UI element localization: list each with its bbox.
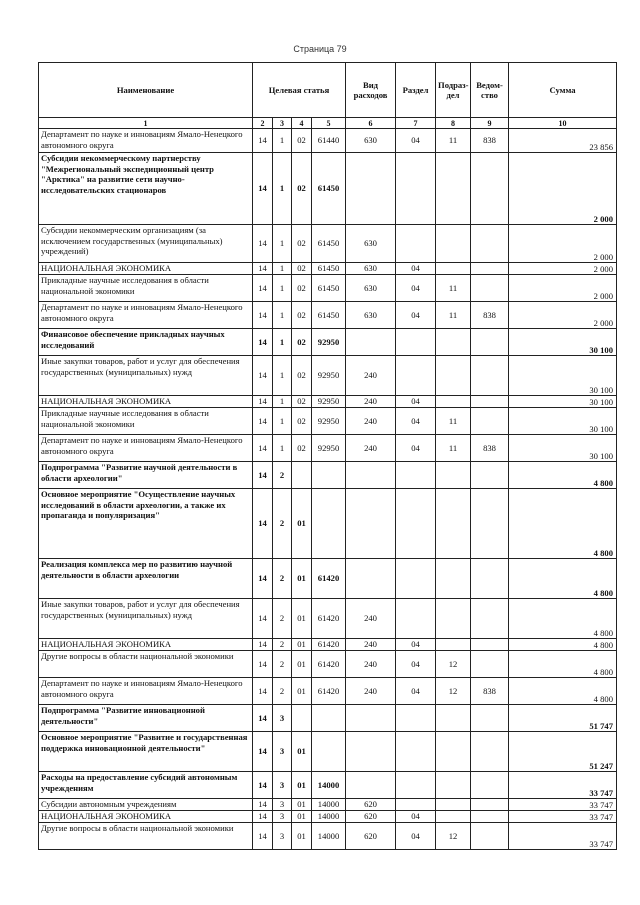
type-cell: [346, 462, 396, 489]
target-5-cell: 14000: [312, 772, 346, 799]
target-5-cell: 14000: [312, 823, 346, 850]
section-cell: 04: [396, 435, 436, 462]
target-3-cell: 2: [273, 639, 292, 651]
sum-cell: 33 747: [509, 772, 617, 799]
sum-cell: 30 100: [509, 356, 617, 396]
column-number: 3: [273, 118, 292, 129]
subsection-cell: [436, 462, 471, 489]
section-cell: [396, 356, 436, 396]
target-5-cell: [312, 462, 346, 489]
target-5-cell: 14000: [312, 799, 346, 811]
department-cell: [471, 705, 509, 732]
department-cell: [471, 329, 509, 356]
table-row: [39, 302, 617, 329]
target-4-cell: 02: [292, 263, 312, 275]
sum-cell: 30 100: [509, 435, 617, 462]
sum-cell: 30 100: [509, 408, 617, 435]
target-3-cell: 2: [273, 489, 292, 559]
target-4-cell: [292, 462, 312, 489]
sum-cell: 4 800: [509, 599, 617, 639]
subsection-cell: [436, 225, 471, 263]
target-2-cell: 14: [253, 799, 273, 811]
target-2-cell: 14: [253, 732, 273, 772]
department-cell: [471, 559, 509, 599]
target-2-cell: 14: [253, 651, 273, 678]
sum-cell: 33 747: [509, 799, 617, 811]
sum-cell: 51 247: [509, 732, 617, 772]
department-cell: [471, 639, 509, 651]
target-5-cell: 61420: [312, 559, 346, 599]
target-4-cell: 02: [292, 396, 312, 408]
row-name-cell: Субсидии некоммерческому партнерству "Межрегиональный экспедиционный центр "Арктика" на развитие сети научно-исследовательских стационаров: [39, 153, 253, 225]
table-row: [39, 153, 617, 225]
header-section: Раздел: [396, 63, 436, 118]
target-4-cell: 01: [292, 678, 312, 705]
target-3-cell: 3: [273, 732, 292, 772]
target-3-cell: 2: [273, 462, 292, 489]
column-number: 5: [312, 118, 346, 129]
sum-cell: 4 800: [509, 489, 617, 559]
section-cell: [396, 559, 436, 599]
department-cell: [471, 356, 509, 396]
target-2-cell: 14: [253, 599, 273, 639]
table-row: [39, 225, 617, 263]
sum-cell: 2 000: [509, 153, 617, 225]
type-cell: 240: [346, 678, 396, 705]
target-2-cell: 14: [253, 705, 273, 732]
subsection-cell: 11: [436, 302, 471, 329]
type-cell: [346, 153, 396, 225]
target-4-cell: 01: [292, 489, 312, 559]
target-4-cell: 01: [292, 799, 312, 811]
department-cell: 838: [471, 129, 509, 153]
section-cell: 04: [396, 263, 436, 275]
table-row: [39, 599, 617, 639]
type-cell: 240: [346, 639, 396, 651]
type-cell: [346, 705, 396, 732]
section-cell: [396, 799, 436, 811]
type-cell: 620: [346, 811, 396, 823]
subsection-cell: [436, 396, 471, 408]
table-row: [39, 639, 617, 651]
table-row: [39, 772, 617, 799]
section-cell: 04: [396, 678, 436, 705]
row-name-cell: Департамент по науке и инновациям Ямало-Ненецкого автономного округа: [39, 129, 253, 153]
target-4-cell: 01: [292, 732, 312, 772]
section-cell: [396, 772, 436, 799]
target-3-cell: 1: [273, 153, 292, 225]
sum-cell: 4 800: [509, 639, 617, 651]
table-row: [39, 811, 617, 823]
subsection-cell: [436, 153, 471, 225]
column-number: 6: [346, 118, 396, 129]
target-5-cell: [312, 732, 346, 772]
department-cell: [471, 263, 509, 275]
row-name-cell: Прикладные научные исследования в области национальной экономики: [39, 408, 253, 435]
subsection-cell: [436, 639, 471, 651]
subsection-cell: 11: [436, 435, 471, 462]
subsection-cell: 11: [436, 408, 471, 435]
target-2-cell: 14: [253, 639, 273, 651]
subsection-cell: [436, 599, 471, 639]
table-row: [39, 329, 617, 356]
table-row: [39, 408, 617, 435]
section-cell: 04: [396, 275, 436, 302]
type-cell: 630: [346, 129, 396, 153]
subsection-cell: [436, 705, 471, 732]
target-5-cell: 92950: [312, 435, 346, 462]
target-5-cell: 61450: [312, 263, 346, 275]
page-label: Страница 79: [293, 44, 347, 54]
sum-cell: 33 747: [509, 823, 617, 850]
department-cell: [471, 153, 509, 225]
target-5-cell: [312, 705, 346, 732]
table-row: [39, 559, 617, 599]
row-name-cell: Реализация комплекса мер по развитию научной деятельности в области археологии: [39, 559, 253, 599]
column-number: 10: [509, 118, 617, 129]
type-cell: 240: [346, 408, 396, 435]
row-name-cell: НАЦИОНАЛЬНАЯ ЭКОНОМИКА: [39, 396, 253, 408]
subsection-cell: [436, 732, 471, 772]
header-subsection: Подраз-дел: [436, 63, 471, 118]
row-name-cell: Другие вопросы в области национальной экономики: [39, 823, 253, 850]
department-cell: [471, 462, 509, 489]
target-2-cell: 14: [253, 153, 273, 225]
column-number-row: [39, 118, 617, 129]
type-cell: [346, 732, 396, 772]
target-3-cell: 1: [273, 396, 292, 408]
table-row: [39, 732, 617, 772]
sum-cell: 30 100: [509, 329, 617, 356]
row-name-cell: Субсидии некоммерческим организациям (за исключением государственных (муниципальных) учреждений): [39, 225, 253, 263]
target-2-cell: 14: [253, 462, 273, 489]
row-name-cell: НАЦИОНАЛЬНАЯ ЭКОНОМИКА: [39, 639, 253, 651]
target-3-cell: 3: [273, 823, 292, 850]
subsection-cell: [436, 356, 471, 396]
target-4-cell: 02: [292, 329, 312, 356]
header-target: Целевая статья: [253, 63, 346, 118]
header-name: Наименование: [39, 63, 253, 118]
department-cell: 838: [471, 678, 509, 705]
row-name-cell: Прикладные научные исследования в области национальной экономики: [39, 275, 253, 302]
type-cell: 630: [346, 263, 396, 275]
department-cell: [471, 408, 509, 435]
department-cell: [471, 489, 509, 559]
row-name-cell: Иные закупки товаров, работ и услуг для обеспечения государственных (муниципальных) нужд: [39, 356, 253, 396]
type-cell: 240: [346, 651, 396, 678]
section-cell: 04: [396, 396, 436, 408]
section-cell: [396, 225, 436, 263]
department-cell: 838: [471, 302, 509, 329]
target-5-cell: [312, 489, 346, 559]
target-3-cell: 3: [273, 705, 292, 732]
sum-cell: 2 000: [509, 302, 617, 329]
row-name-cell: Основное мероприятие "Осуществление научных исследований в области археологии, а также их пропаганда и популяризация": [39, 489, 253, 559]
column-number: 7: [396, 118, 436, 129]
subsection-cell: 11: [436, 275, 471, 302]
target-5-cell: 92950: [312, 408, 346, 435]
target-3-cell: 2: [273, 678, 292, 705]
subsection-cell: 12: [436, 678, 471, 705]
section-cell: [396, 705, 436, 732]
target-4-cell: 01: [292, 811, 312, 823]
section-cell: 04: [396, 639, 436, 651]
target-5-cell: 61420: [312, 639, 346, 651]
target-2-cell: 14: [253, 225, 273, 263]
row-name-cell: Департамент по науке и инновациям Ямало-Ненецкого автономного округа: [39, 302, 253, 329]
target-4-cell: 02: [292, 129, 312, 153]
table-row: [39, 462, 617, 489]
budget-table: [38, 62, 617, 850]
table-body: [39, 129, 617, 850]
subsection-cell: [436, 772, 471, 799]
section-cell: [396, 732, 436, 772]
target-3-cell: 1: [273, 275, 292, 302]
subsection-cell: [436, 489, 471, 559]
target-3-cell: 1: [273, 356, 292, 396]
subsection-cell: [436, 329, 471, 356]
target-5-cell: 61420: [312, 599, 346, 639]
target-5-cell: 61450: [312, 302, 346, 329]
target-2-cell: 14: [253, 263, 273, 275]
type-cell: 630: [346, 225, 396, 263]
row-name-cell: Иные закупки товаров, работ и услуг для обеспечения государственных (муниципальных) нужд: [39, 599, 253, 639]
target-3-cell: 2: [273, 599, 292, 639]
sum-cell: 33 747: [509, 811, 617, 823]
type-cell: 240: [346, 396, 396, 408]
target-2-cell: 14: [253, 772, 273, 799]
table-row: [39, 396, 617, 408]
type-cell: [346, 559, 396, 599]
target-3-cell: 1: [273, 263, 292, 275]
department-cell: [471, 823, 509, 850]
target-3-cell: 3: [273, 811, 292, 823]
row-name-cell: Расходы на предоставление субсидий автономным учреждениям: [39, 772, 253, 799]
table-row: [39, 799, 617, 811]
row-name-cell: Департамент по науке и инновациям Ямало-Ненецкого автономного округа: [39, 678, 253, 705]
subsection-cell: [436, 799, 471, 811]
type-cell: [346, 772, 396, 799]
subsection-cell: 12: [436, 651, 471, 678]
row-name-cell: Подпрограмма "Развитие научной деятельности в области археологии": [39, 462, 253, 489]
type-cell: 620: [346, 823, 396, 850]
table-row: [39, 435, 617, 462]
subsection-cell: 12: [436, 823, 471, 850]
table-row: [39, 823, 617, 850]
target-3-cell: 1: [273, 225, 292, 263]
target-2-cell: 14: [253, 678, 273, 705]
target-4-cell: 02: [292, 356, 312, 396]
target-5-cell: 92950: [312, 356, 346, 396]
type-cell: 240: [346, 356, 396, 396]
target-2-cell: 14: [253, 811, 273, 823]
section-cell: [396, 462, 436, 489]
table-row: [39, 651, 617, 678]
row-name-cell: Финансовое обеспечение прикладных научных исследований: [39, 329, 253, 356]
department-cell: [471, 772, 509, 799]
table-row: [39, 489, 617, 559]
target-4-cell: 01: [292, 772, 312, 799]
sum-cell: 4 800: [509, 559, 617, 599]
target-2-cell: 14: [253, 302, 273, 329]
sum-cell: 4 800: [509, 651, 617, 678]
target-4-cell: 02: [292, 408, 312, 435]
section-cell: [396, 489, 436, 559]
row-name-cell: Департамент по науке и инновациям Ямало-Ненецкого автономного округа: [39, 435, 253, 462]
section-cell: 04: [396, 823, 436, 850]
target-4-cell: 01: [292, 823, 312, 850]
section-cell: 04: [396, 408, 436, 435]
target-2-cell: 14: [253, 129, 273, 153]
header-sum: Сумма: [509, 63, 617, 118]
target-3-cell: 1: [273, 129, 292, 153]
row-name-cell: Другие вопросы в области национальной экономики: [39, 651, 253, 678]
type-cell: [346, 489, 396, 559]
sum-cell: 51 747: [509, 705, 617, 732]
row-name-cell: Подпрограмма "Развитие инновационной деятельности": [39, 705, 253, 732]
header-type: Вид расходов: [346, 63, 396, 118]
header-row: [39, 63, 617, 118]
target-3-cell: 1: [273, 408, 292, 435]
sum-cell: 2 000: [509, 275, 617, 302]
row-name-cell: Основное мероприятие "Развитие и государственная поддержка инновационной деятельности": [39, 732, 253, 772]
department-cell: [471, 732, 509, 772]
subsection-cell: [436, 811, 471, 823]
sum-cell: 2 000: [509, 263, 617, 275]
row-name-cell: НАЦИОНАЛЬНАЯ ЭКОНОМИКА: [39, 263, 253, 275]
target-4-cell: 01: [292, 651, 312, 678]
table-row: [39, 263, 617, 275]
department-cell: [471, 275, 509, 302]
column-number: 2: [253, 118, 273, 129]
target-5-cell: 61450: [312, 225, 346, 263]
subsection-cell: [436, 263, 471, 275]
subsection-cell: 11: [436, 129, 471, 153]
department-cell: [471, 225, 509, 263]
target-3-cell: 2: [273, 559, 292, 599]
section-cell: [396, 329, 436, 356]
sum-cell: 4 800: [509, 678, 617, 705]
target-4-cell: 01: [292, 599, 312, 639]
target-3-cell: 1: [273, 329, 292, 356]
target-3-cell: 1: [273, 435, 292, 462]
target-3-cell: 3: [273, 772, 292, 799]
sum-cell: 4 800: [509, 462, 617, 489]
section-cell: 04: [396, 129, 436, 153]
target-2-cell: 14: [253, 823, 273, 850]
type-cell: [346, 329, 396, 356]
target-5-cell: 61420: [312, 651, 346, 678]
department-cell: 838: [471, 435, 509, 462]
target-5-cell: 61450: [312, 153, 346, 225]
sum-cell: 2 000: [509, 225, 617, 263]
target-4-cell: 02: [292, 225, 312, 263]
section-cell: 04: [396, 302, 436, 329]
column-number: 1: [39, 118, 253, 129]
table-row: [39, 129, 617, 153]
target-2-cell: 14: [253, 396, 273, 408]
target-5-cell: 61450: [312, 275, 346, 302]
column-number: 4: [292, 118, 312, 129]
section-cell: [396, 599, 436, 639]
type-cell: 630: [346, 302, 396, 329]
table-row: [39, 705, 617, 732]
target-3-cell: 2: [273, 651, 292, 678]
target-2-cell: 14: [253, 329, 273, 356]
target-5-cell: 61420: [312, 678, 346, 705]
department-cell: [471, 599, 509, 639]
section-cell: 04: [396, 811, 436, 823]
header-department: Ведом-ство: [471, 63, 509, 118]
target-5-cell: 14000: [312, 811, 346, 823]
type-cell: 630: [346, 275, 396, 302]
column-number: 9: [471, 118, 509, 129]
target-4-cell: 02: [292, 435, 312, 462]
target-4-cell: [292, 705, 312, 732]
row-name-cell: Субсидии автономным учреждениям: [39, 799, 253, 811]
subsection-cell: [436, 559, 471, 599]
department-cell: [471, 651, 509, 678]
target-3-cell: 3: [273, 799, 292, 811]
target-5-cell: 92950: [312, 329, 346, 356]
type-cell: 620: [346, 799, 396, 811]
department-cell: [471, 799, 509, 811]
target-4-cell: 01: [292, 559, 312, 599]
row-name-cell: НАЦИОНАЛЬНАЯ ЭКОНОМИКА: [39, 811, 253, 823]
department-cell: [471, 811, 509, 823]
target-4-cell: 02: [292, 275, 312, 302]
table-row: [39, 356, 617, 396]
sum-cell: 30 100: [509, 396, 617, 408]
target-2-cell: 14: [253, 408, 273, 435]
target-2-cell: 14: [253, 356, 273, 396]
target-4-cell: 02: [292, 302, 312, 329]
table-row: [39, 678, 617, 705]
type-cell: 240: [346, 435, 396, 462]
target-4-cell: 01: [292, 639, 312, 651]
table-row: [39, 275, 617, 302]
target-5-cell: 92950: [312, 396, 346, 408]
target-2-cell: 14: [253, 275, 273, 302]
target-5-cell: 61440: [312, 129, 346, 153]
column-number: 8: [436, 118, 471, 129]
target-2-cell: 14: [253, 489, 273, 559]
target-3-cell: 1: [273, 302, 292, 329]
target-2-cell: 14: [253, 435, 273, 462]
section-cell: 04: [396, 651, 436, 678]
department-cell: [471, 396, 509, 408]
target-4-cell: 02: [292, 153, 312, 225]
target-2-cell: 14: [253, 559, 273, 599]
section-cell: [396, 153, 436, 225]
type-cell: 240: [346, 599, 396, 639]
sum-cell: 23 856: [509, 129, 617, 153]
